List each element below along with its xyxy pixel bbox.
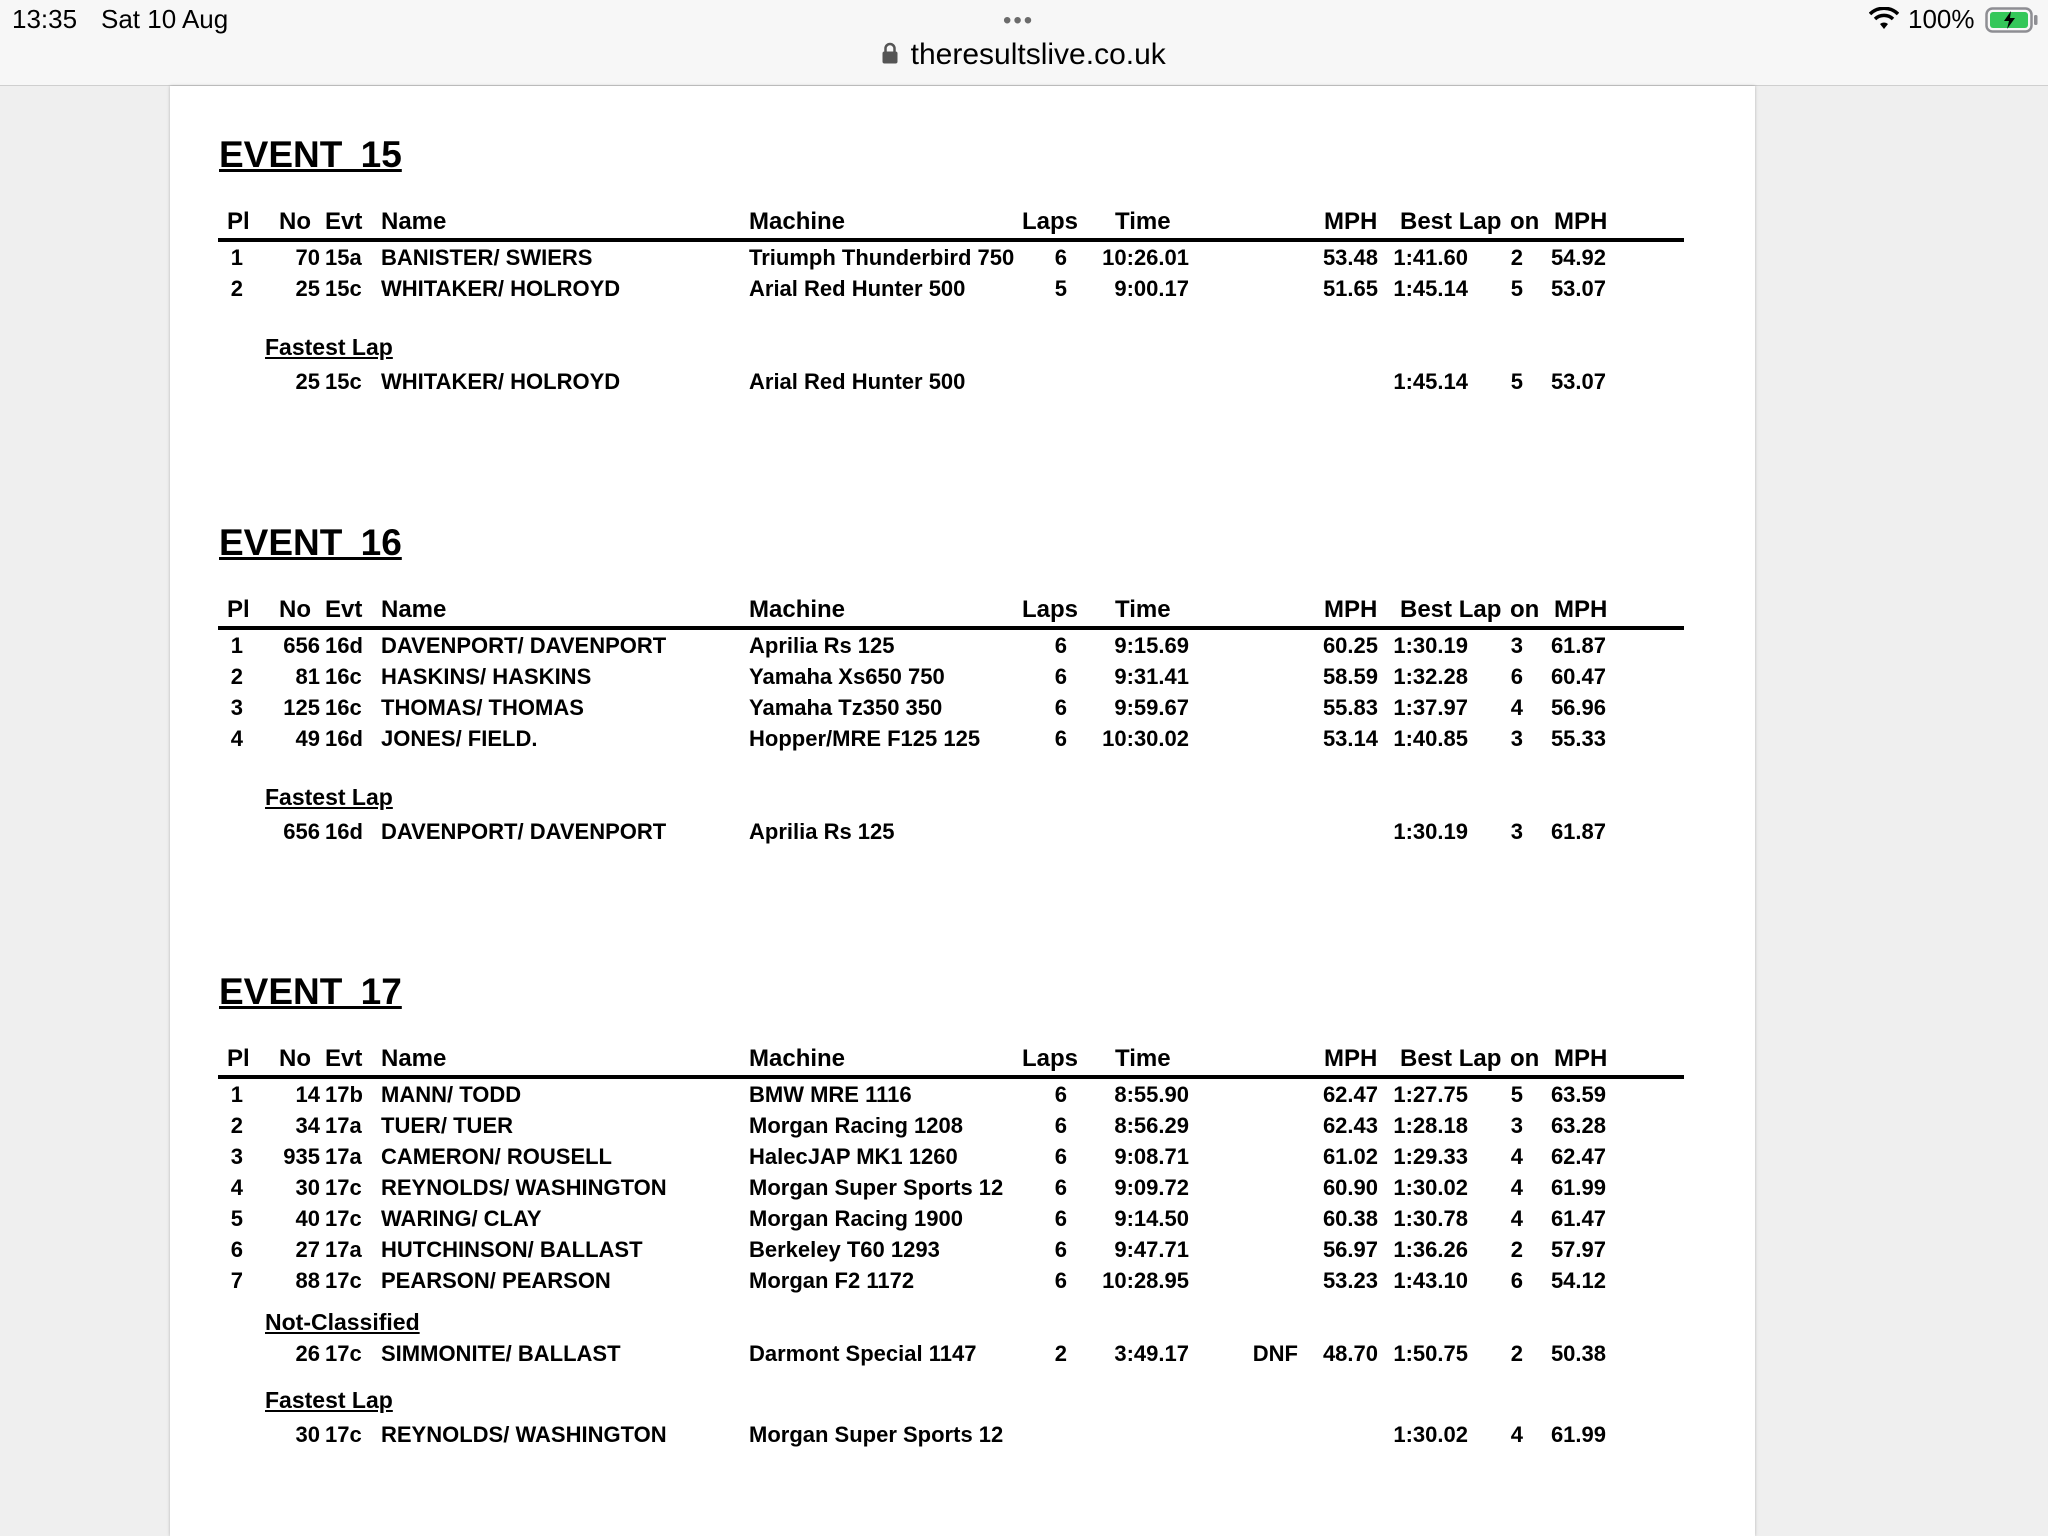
cell-pl: 4 — [230, 726, 243, 751]
cell-machine: Aprilia Rs 125 — [749, 633, 895, 658]
cell-name: SIMMONITE/ BALLAST — [381, 1341, 621, 1366]
cell-best-lap: 1:29.33 — [1393, 1144, 1468, 1169]
cell-no: 656 — [283, 633, 320, 658]
cell-mph: 60.90 — [1322, 1175, 1378, 1200]
cell-machine: Morgan F2 1172 — [749, 1268, 915, 1293]
cell-on: 2 — [1510, 1237, 1523, 1262]
cell-best-mph: 60.47 — [1550, 664, 1606, 689]
cell-machine: Berkeley T60 1293 — [749, 1237, 940, 1262]
fastest-lap-row — [170, 369, 1755, 399]
cell-status: DNF — [1252, 1341, 1298, 1366]
cell-best-lap: 1:41.60 — [1393, 245, 1468, 270]
column-header-laps: Laps — [1022, 208, 1079, 235]
fastest-lap-row — [170, 819, 1755, 849]
not-classified-row — [170, 1341, 1755, 1371]
cell-best-mph: 55.33 — [1550, 726, 1606, 751]
cell-name: DAVENPORT/ DAVENPORT — [381, 633, 667, 658]
cell-name: REYNOLDS/ WASHINGTON — [381, 1175, 667, 1200]
cell-on: 3 — [1510, 633, 1523, 658]
cell-time: 9:00.17 — [1114, 276, 1189, 301]
cell-evt: 15a — [325, 245, 362, 270]
column-header-no: No — [279, 1045, 311, 1072]
result-row — [170, 726, 1755, 756]
header-rule — [218, 1075, 1684, 1079]
cell-machine: Triumph Thunderbird 750 — [749, 245, 1015, 270]
cell-best-lap: 1:28.18 — [1393, 1113, 1468, 1138]
cell-best-lap: 1:30.19 — [1393, 633, 1468, 658]
cell-best-mph: 61.47 — [1550, 1206, 1606, 1231]
cell-on: 4 — [1510, 1206, 1523, 1231]
column-header-time: Time — [1115, 1045, 1171, 1072]
cell-on: 2 — [1510, 1341, 1523, 1366]
fastest-lap-row — [170, 1422, 1755, 1452]
cell-best-mph: 61.99 — [1550, 1175, 1606, 1200]
column-header-on: on — [1510, 208, 1540, 235]
cell-evt: 16c — [325, 695, 362, 720]
cell-no: 88 — [295, 1268, 320, 1293]
cell-best-mph: 54.12 — [1550, 1268, 1606, 1293]
cell-on: 5 — [1510, 276, 1523, 301]
cell-machine: Morgan Racing 1900 — [749, 1206, 963, 1231]
cell-machine: Arial Red Hunter 500 — [749, 369, 966, 394]
cell-machine: Morgan Racing 1208 — [749, 1113, 963, 1138]
cell-no: 656 — [283, 819, 320, 844]
cell-mph: 53.14 — [1322, 726, 1378, 751]
cell-on: 5 — [1510, 1082, 1523, 1107]
cell-time: 10:26.01 — [1102, 245, 1189, 270]
cell-best-mph: 53.07 — [1550, 369, 1606, 394]
column-header-laps: Laps — [1022, 596, 1079, 623]
column-header-pl: Pl — [227, 208, 250, 235]
cell-laps: 6 — [1054, 664, 1067, 689]
cell-machine: Arial Red Hunter 500 — [749, 276, 966, 301]
cell-no: 70 — [295, 245, 320, 270]
cell-no: 935 — [283, 1144, 320, 1169]
results-table-header — [170, 208, 1755, 238]
column-header-best-lap: Best Lap — [1400, 1045, 1502, 1072]
cell-time: 9:47.71 — [1114, 1237, 1189, 1262]
column-header-on: on — [1510, 1045, 1540, 1072]
cell-laps: 6 — [1054, 1206, 1067, 1231]
cell-laps: 6 — [1054, 1268, 1067, 1293]
column-header-pl: Pl — [227, 596, 250, 623]
cell-machine: Yamaha Tz350 350 — [749, 695, 943, 720]
cell-machine: Yamaha Xs650 750 — [749, 664, 945, 689]
cell-no: 125 — [283, 695, 320, 720]
cell-laps: 6 — [1054, 245, 1067, 270]
cell-best-mph: 53.07 — [1550, 276, 1606, 301]
result-row — [170, 633, 1755, 663]
cell-time: 3:49.17 — [1114, 1341, 1189, 1366]
column-header-name: Name — [381, 596, 447, 623]
cell-name: WHITAKER/ HOLROYD — [381, 369, 621, 394]
cell-best-mph: 50.38 — [1550, 1341, 1606, 1366]
cell-evt: 17a — [325, 1144, 362, 1169]
cell-time: 9:14.50 — [1114, 1206, 1189, 1231]
column-header-on: on — [1510, 596, 1540, 623]
cell-no: 25 — [295, 276, 320, 301]
cell-evt: 17c — [325, 1206, 362, 1231]
cell-evt: 16d — [325, 819, 363, 844]
cell-best-lap: 1:43.10 — [1393, 1268, 1468, 1293]
cell-best-mph: 63.59 — [1550, 1082, 1606, 1107]
cell-time: 10:30.02 — [1102, 726, 1189, 751]
cell-best-lap: 1:45.14 — [1393, 276, 1468, 301]
cell-mph: 56.97 — [1322, 1237, 1378, 1262]
column-header-mph: MPH — [1324, 208, 1378, 235]
column-header-evt: Evt — [325, 208, 363, 235]
cell-no: 40 — [295, 1206, 320, 1231]
column-header-best-lap: Best Lap — [1400, 596, 1502, 623]
cell-mph: 48.70 — [1322, 1341, 1378, 1366]
cell-laps: 6 — [1054, 1175, 1067, 1200]
column-header-no: No — [279, 596, 311, 623]
not-classified-title: Not-Classified — [265, 1309, 420, 1335]
cell-best-lap: 1:37.97 — [1393, 695, 1468, 720]
cell-best-lap: 1:27.75 — [1393, 1082, 1468, 1107]
result-row — [170, 276, 1755, 306]
event-title: EVENT 17 — [219, 971, 402, 1012]
cell-time: 9:59.67 — [1114, 695, 1189, 720]
cell-pl: 1 — [230, 1082, 243, 1107]
cell-pl: 3 — [230, 695, 243, 720]
cell-name: DAVENPORT/ DAVENPORT — [381, 819, 667, 844]
cell-time: 8:56.29 — [1114, 1113, 1189, 1138]
column-header-time: Time — [1115, 596, 1171, 623]
cell-time: 9:08.71 — [1114, 1144, 1189, 1169]
column-header-mph: MPH — [1324, 1045, 1378, 1072]
cell-best-mph: 56.96 — [1550, 695, 1606, 720]
column-header-evt: Evt — [325, 596, 363, 623]
cell-evt: 17c — [325, 1422, 362, 1447]
column-header-name: Name — [381, 1045, 447, 1072]
cell-machine: HalecJAP MK1 1260 — [749, 1144, 958, 1169]
cell-no: 30 — [295, 1422, 320, 1447]
cell-on: 2 — [1510, 245, 1523, 270]
cell-name: TUER/ TUER — [381, 1113, 513, 1138]
column-header-best-mph: MPH — [1554, 1045, 1608, 1072]
cell-mph: 53.23 — [1322, 1268, 1378, 1293]
cell-mph: 60.38 — [1322, 1206, 1378, 1231]
cell-name: MANN/ TODD — [381, 1082, 522, 1107]
cell-mph: 60.25 — [1322, 633, 1378, 658]
cell-machine: Morgan Super Sports 12 — [749, 1175, 1004, 1200]
cell-machine: Aprilia Rs 125 — [749, 819, 895, 844]
cell-evt: 16c — [325, 664, 362, 689]
cell-pl: 2 — [230, 276, 243, 301]
cell-pl: 7 — [230, 1268, 243, 1293]
results-document — [170, 86, 1755, 1536]
cell-name: WHITAKER/ HOLROYD — [381, 276, 621, 301]
cell-best-mph: 61.87 — [1550, 633, 1606, 658]
cell-mph: 62.43 — [1322, 1113, 1378, 1138]
cell-name: REYNOLDS/ WASHINGTON — [381, 1422, 667, 1447]
cell-best-lap: 1:30.02 — [1393, 1422, 1468, 1447]
address-bar[interactable] — [0, 38, 2048, 72]
cell-evt: 17a — [325, 1237, 362, 1262]
cell-mph: 51.65 — [1322, 276, 1378, 301]
result-row — [170, 664, 1755, 694]
cell-evt: 17a — [325, 1113, 362, 1138]
cell-no: 25 — [295, 369, 320, 394]
cell-pl: 4 — [230, 1175, 243, 1200]
column-header-machine: Machine — [749, 1045, 846, 1072]
result-row — [170, 1268, 1755, 1298]
status-time: 13:35 — [12, 4, 78, 34]
battery-percent: 100% — [1908, 4, 1975, 34]
cell-name: CAMERON/ ROUSELL — [381, 1144, 612, 1169]
result-row — [170, 1175, 1755, 1205]
cell-no: 27 — [295, 1237, 320, 1262]
column-header-best-lap: Best Lap — [1400, 208, 1502, 235]
cell-best-lap: 1:30.78 — [1393, 1206, 1468, 1231]
cell-time: 9:31.41 — [1114, 664, 1189, 689]
cell-laps: 6 — [1054, 1113, 1067, 1138]
column-header-pl: Pl — [227, 1045, 250, 1072]
column-header-time: Time — [1115, 208, 1171, 235]
cell-laps: 6 — [1054, 695, 1067, 720]
cell-best-mph: 63.28 — [1550, 1113, 1606, 1138]
cell-name: HUTCHINSON/ BALLAST — [381, 1237, 643, 1262]
more-dots-icon[interactable]: ••• — [1003, 7, 1035, 34]
cell-best-lap: 1:45.14 — [1393, 369, 1468, 394]
cell-laps: 6 — [1054, 633, 1067, 658]
cell-time: 10:28.95 — [1102, 1268, 1189, 1293]
cell-evt: 16d — [325, 726, 363, 751]
cell-name: THOMAS/ THOMAS — [381, 695, 584, 720]
wifi-icon — [1869, 7, 1899, 36]
column-header-evt: Evt — [325, 1045, 363, 1072]
battery-charging-icon — [1985, 7, 2039, 38]
cell-name: BANISTER/ SWIERS — [381, 245, 593, 270]
column-header-mph: MPH — [1324, 596, 1378, 623]
cell-no: 30 — [295, 1175, 320, 1200]
column-header-name: Name — [381, 208, 447, 235]
cell-name: HASKINS/ HASKINS — [381, 664, 592, 689]
cell-no: 14 — [295, 1082, 320, 1107]
header-rule — [218, 626, 1684, 630]
cell-laps: 6 — [1054, 1082, 1067, 1107]
cell-no: 81 — [295, 664, 320, 689]
cell-pl: 2 — [230, 1113, 243, 1138]
url-text[interactable]: theresultslive.co.uk — [910, 38, 1166, 71]
result-row — [170, 1113, 1755, 1143]
cell-time: 8:55.90 — [1114, 1082, 1189, 1107]
cell-machine: Hopper/MRE F125 125 — [749, 726, 981, 751]
cell-laps: 5 — [1054, 276, 1067, 301]
cell-on: 4 — [1510, 1175, 1523, 1200]
column-header-machine: Machine — [749, 208, 846, 235]
cell-evt: 17c — [325, 1268, 362, 1293]
result-row — [170, 1206, 1755, 1236]
cell-evt: 16d — [325, 633, 363, 658]
results-table-header — [170, 596, 1755, 626]
cell-on: 4 — [1510, 695, 1523, 720]
cell-no: 34 — [295, 1113, 320, 1138]
cell-best-lap: 1:30.19 — [1393, 819, 1468, 844]
cell-best-lap: 1:30.02 — [1393, 1175, 1468, 1200]
cell-no: 26 — [295, 1341, 320, 1366]
result-row — [170, 245, 1755, 275]
cell-best-mph: 61.99 — [1550, 1422, 1606, 1447]
cell-laps: 6 — [1054, 1237, 1067, 1262]
cell-name: PEARSON/ PEARSON — [381, 1268, 611, 1293]
cell-machine: Morgan Super Sports 12 — [749, 1422, 1004, 1447]
cell-mph: 61.02 — [1322, 1144, 1378, 1169]
result-row — [170, 1237, 1755, 1267]
cell-pl: 6 — [230, 1237, 243, 1262]
cell-no: 49 — [295, 726, 320, 751]
cell-evt: 17c — [325, 1341, 362, 1366]
column-header-laps: Laps — [1022, 1045, 1079, 1072]
status-date: Sat 10 Aug — [101, 4, 229, 34]
header-rule — [218, 238, 1684, 242]
cell-on: 6 — [1510, 664, 1523, 689]
cell-laps: 2 — [1054, 1341, 1067, 1366]
cell-evt: 15c — [325, 369, 362, 394]
cell-best-mph: 62.47 — [1550, 1144, 1606, 1169]
fastest-lap-title: Fastest Lap — [265, 334, 393, 360]
column-header-best-mph: MPH — [1554, 596, 1608, 623]
cell-best-lap: 1:50.75 — [1393, 1341, 1468, 1366]
column-header-no: No — [279, 208, 311, 235]
cell-on: 4 — [1510, 1144, 1523, 1169]
cell-pl: 2 — [230, 664, 243, 689]
cell-evt: 17b — [325, 1082, 363, 1107]
cell-on: 3 — [1510, 726, 1523, 751]
results-table-header — [170, 1045, 1755, 1075]
cell-on: 3 — [1510, 1113, 1523, 1138]
cell-mph: 53.48 — [1322, 245, 1378, 270]
cell-on: 4 — [1510, 1422, 1523, 1447]
cell-name: JONES/ FIELD. — [381, 726, 538, 751]
cell-pl: 1 — [230, 245, 243, 270]
cell-machine: Darmont Special 1147 — [749, 1341, 977, 1366]
column-header-machine: Machine — [749, 596, 846, 623]
cell-best-lap: 1:40.85 — [1393, 726, 1468, 751]
cell-name: WARING/ CLAY — [381, 1206, 542, 1231]
lock-icon — [882, 42, 898, 69]
column-header-best-mph: MPH — [1554, 208, 1608, 235]
result-row — [170, 1144, 1755, 1174]
result-row — [170, 695, 1755, 725]
cell-evt: 15c — [325, 276, 362, 301]
cell-on: 3 — [1510, 819, 1523, 844]
cell-laps: 6 — [1054, 1144, 1067, 1169]
fastest-lap-title: Fastest Lap — [265, 784, 393, 810]
fastest-lap-title: Fastest Lap — [265, 1387, 393, 1413]
cell-best-lap: 1:36.26 — [1393, 1237, 1468, 1262]
browser-top-bar — [0, 0, 2048, 86]
event-title: EVENT 15 — [219, 134, 402, 175]
cell-pl: 1 — [230, 633, 243, 658]
cell-evt: 17c — [325, 1175, 362, 1200]
cell-on: 6 — [1510, 1268, 1523, 1293]
event-title: EVENT 16 — [219, 522, 402, 563]
cell-machine: BMW MRE 1116 — [749, 1082, 912, 1107]
cell-best-mph: 61.87 — [1550, 819, 1606, 844]
cell-mph: 58.59 — [1322, 664, 1378, 689]
cell-best-lap: 1:32.28 — [1393, 664, 1468, 689]
result-row — [170, 1082, 1755, 1112]
cell-best-mph: 57.97 — [1550, 1237, 1606, 1262]
cell-time: 9:09.72 — [1114, 1175, 1189, 1200]
cell-pl: 3 — [230, 1144, 243, 1169]
cell-best-mph: 54.92 — [1550, 245, 1606, 270]
cell-mph: 62.47 — [1322, 1082, 1378, 1107]
cell-mph: 55.83 — [1322, 695, 1378, 720]
cell-on: 5 — [1510, 369, 1523, 394]
cell-pl: 5 — [230, 1206, 243, 1231]
cell-laps: 6 — [1054, 726, 1067, 751]
cell-time: 9:15.69 — [1114, 633, 1189, 658]
